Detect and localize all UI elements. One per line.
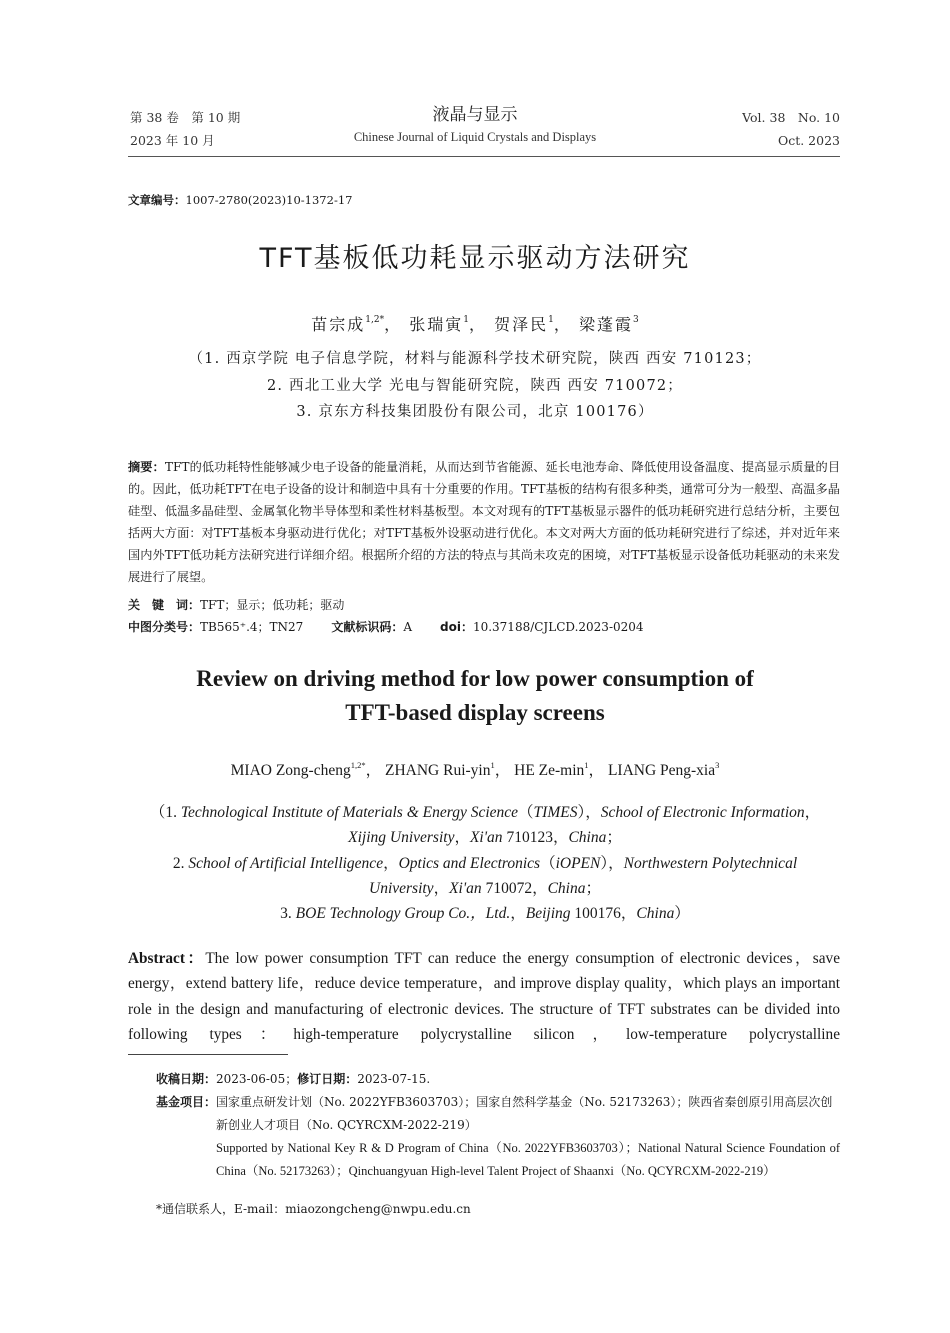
abstract-cn-label: 摘要： bbox=[128, 460, 165, 474]
funding bbox=[156, 1091, 840, 1183]
abstract-en-label: Abstract： bbox=[128, 950, 206, 967]
funding-label: 基金项目： bbox=[156, 1095, 217, 1109]
author-cn: 梁蓬霞$^3$ bbox=[578, 315, 639, 334]
title-en-line-1: Review on driving method for low power consumption of bbox=[196, 666, 754, 691]
author-cn: 张瑞寅$^1$， bbox=[409, 315, 487, 334]
affiliation-cn-2: 2. 西北工业大学 光电与智能研究院，陕西 西安 710072； bbox=[266, 377, 684, 394]
header-volume-line-en: Vol. 38 No. 10 bbox=[742, 110, 840, 125]
received-label: 收稿日期： bbox=[156, 1072, 217, 1086]
affiliations-en bbox=[130, 800, 840, 926]
revised-value: 2023-07-15. bbox=[357, 1072, 431, 1086]
received-dates bbox=[156, 1068, 840, 1091]
authors-cn bbox=[0, 312, 950, 335]
author-en: MIAO Zong-cheng$^{1,2*}$， bbox=[230, 760, 382, 779]
title-cn: TFT基板低功耗显示驱动方法研究 bbox=[259, 243, 691, 274]
doc-code-label: 文献标识码： bbox=[331, 620, 404, 634]
journal-name-cn: 液晶与显示 bbox=[432, 105, 518, 125]
header-date-line: 2023 年 10 月 bbox=[130, 133, 215, 148]
header-date-line-en: Oct. 2023 bbox=[777, 133, 840, 148]
doi-value[interactable]: 10.37188/CJLCD.2023-0204 bbox=[472, 620, 644, 634]
article-number-label: 文章编号： bbox=[128, 193, 186, 207]
affiliation-en-1a: （1. Technological Institute of Materials & Energy Science（TIMES），School of Electronic Information， bbox=[149, 804, 821, 821]
funding-en: Supported by National Key R & D Program of China（No. 2022YFB3603703）；National Natural Science Foundation of China（No. 52173263）；Qinchuangyuan High-level Talent Project of Shaanxi（No. QCYRCXM-2022-219） bbox=[216, 1141, 840, 1178]
header-volume-issue-en bbox=[742, 106, 840, 152]
affiliation-en-2a: 2. School of Artificial Intelligence，Optics and Electronics（iOPEN），Northwestern Polytechnical bbox=[172, 854, 798, 872]
affiliations-cn bbox=[0, 346, 950, 426]
clc-value: TB565⁺.4；TN27 bbox=[200, 620, 304, 634]
journal-name-en: Chinese Journal of Liquid Crystals and Displays bbox=[353, 130, 597, 144]
affiliation-cn-3: 3. 京东方科技集团股份有限公司，北京 100176） bbox=[296, 404, 654, 420]
funding-cn: 国家重点研发计划（No. 2022YFB3603703）；国家自然科学基金（No. 52173263）；陕西省秦创原引用高层次创新创业人才项目（No. QCYRCXM-2022-219） bbox=[216, 1095, 833, 1132]
corresponding-author-contact: *通信联系人，E-mail：miaozongcheng@nwpu.edu.cn bbox=[156, 1202, 471, 1216]
doi-label: doi： bbox=[440, 620, 473, 634]
revised-label: 修订日期： bbox=[297, 1072, 358, 1086]
affiliation-en-2b: University，Xi'an 710072，China； bbox=[369, 879, 601, 897]
abstract-en bbox=[128, 946, 840, 1047]
affiliation-en-3: 3. BOE Technology Group Co.，Ltd.，Beijing 100176，China） bbox=[280, 905, 690, 923]
article-number-value: 1007-2780(2023)10-1372-17 bbox=[185, 193, 353, 207]
authors-en bbox=[0, 758, 950, 780]
received-value: 2023-06-05； bbox=[216, 1072, 298, 1086]
affiliation-en-1b: Xijing University，Xi'an 710123，China； bbox=[348, 829, 622, 847]
abstract-cn-text: TFT的低功耗特性能够减少电子设备的能量消耗，从而达到节省能源、延长电池寿命、降低使用设备温度、提高显示质量的目的。因此，低功耗TFT在电子设备的设计和制造中具有十分重要的作用。TFT基板的结构有很多种类，通常可分为一般型、高温多晶硅型、低温多晶硅型、金属氧化物半导体型和柔性材料基板型。本文对现有的TFT基板显示器件的低功耗研究进行总结分析，主要包括两大方面：对TFT基板本身驱动进行优化；对TFT基板外设驱动进行优化。本文对两大方面的低功耗研究进行了综述，并对近年来国内外TFT低功耗方法研究进行详细介绍。根据所介绍的方法的特点与其尚未攻克的困境，对TFT基板显示设备低功耗驱动的未来发展进行了展望。 bbox=[128, 460, 841, 584]
header-volume-line: 第 38 卷 第 10 期 bbox=[130, 110, 241, 125]
keywords bbox=[128, 596, 344, 613]
author-cn: 贺泽民$^1$， bbox=[494, 315, 572, 334]
keywords-value: TFT；显示；低功耗；驱动 bbox=[200, 598, 345, 612]
title-en bbox=[0, 662, 950, 730]
author-cn: 苗宗成$^{1,2*}$， bbox=[311, 315, 403, 334]
clc-label: 中图分类号： bbox=[128, 620, 201, 634]
affiliation-cn-1: （1. 西京学院 电子信息学院，材料与能源科学技术研究院，陕西 西安 710123； bbox=[188, 351, 762, 367]
footnotes bbox=[156, 1068, 840, 1183]
classification-line bbox=[128, 618, 644, 635]
title-en-line-2: TFT-based display screens bbox=[345, 700, 605, 725]
author-en: LIANG Peng-xia$^3$ bbox=[607, 760, 720, 779]
abstract-cn bbox=[128, 456, 840, 588]
article-number bbox=[128, 192, 352, 208]
author-en: HE $Ze-\min^1$， bbox=[514, 760, 605, 779]
keywords-label: 关 键 词： bbox=[128, 598, 201, 612]
header-divider bbox=[128, 156, 840, 157]
author-en: ZHANG Rui-yin$^1$， bbox=[385, 760, 511, 779]
doc-code-value: A bbox=[403, 620, 412, 634]
abstract-en-text: The low power consumption TFT can reduce the energy consumption of electronic devices，save energy，extend battery life，reduce device temperature，and improve display quality，which plays an important role in the design and manufacturing of electronic devices. The structure of TFT substrates can be divided into following types：high-temperature polycrystalline silicon，low-temperature polycrystalline bbox=[128, 950, 840, 1043]
footnote-divider bbox=[128, 1054, 288, 1055]
